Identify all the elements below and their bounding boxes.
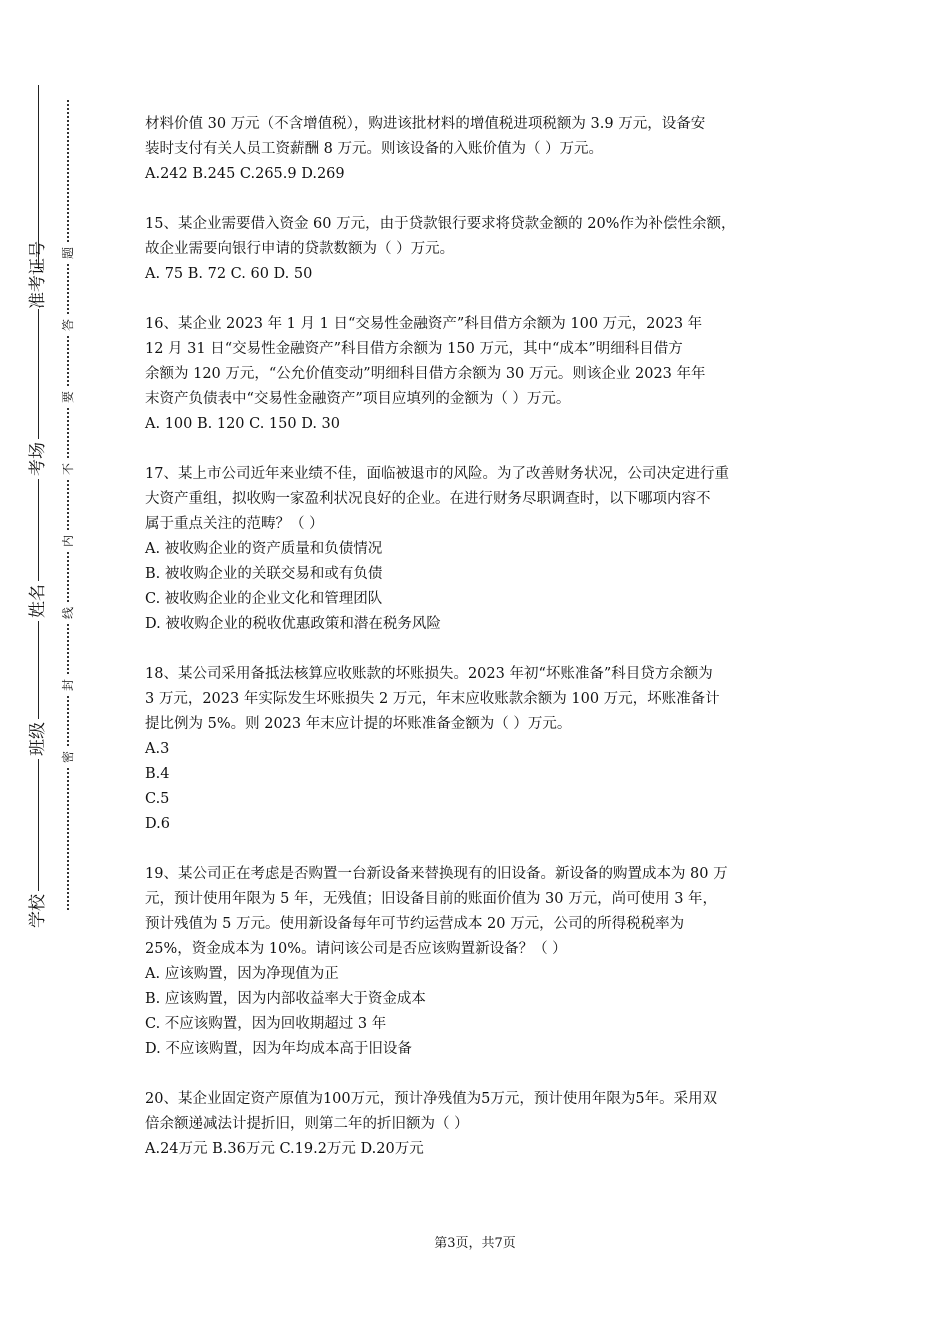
seal-char-da: 答 — [59, 315, 77, 335]
seal-char-ti: 题 — [59, 243, 77, 263]
seal-char-bu: 不 — [59, 459, 77, 479]
question-line: 预计残值为 5 万元。使用新设备每年可节约运营成本 20 万元，公司的所得税税率为 — [145, 916, 685, 932]
question-line: C. 不应该购置，因为回收期超过 3 年 — [145, 1016, 387, 1032]
question-line: A. 应该购置，因为净现值为正 — [145, 966, 339, 982]
question-line: 15、某企业需要借入资金 60 万元，由于贷款银行要求将贷款金额的 20%作为补偿性余额， — [145, 216, 736, 232]
exam-number-label: 准考证号 — [28, 241, 48, 309]
class-label: 班级 — [29, 719, 47, 759]
question-line: A. 100 B. 120 C. 150 D. 30 — [145, 416, 340, 432]
school-label: 学校 — [29, 891, 47, 931]
seal-char-nei: 内 — [59, 531, 77, 551]
question-line: 20、某企业固定资产原值为100万元，预计净残值为5万元，预计使用年限为5年。采用双 — [145, 1091, 718, 1107]
name-label: 姓名 — [29, 581, 47, 621]
question-line: C.5 — [145, 791, 170, 807]
question-block — [145, 462, 810, 637]
seal-char-xian: 线 — [59, 603, 77, 623]
question-line: B. 被收购企业的关联交易和或有负债 — [145, 566, 383, 582]
seal-char-mi: 密 — [59, 747, 77, 767]
question-line: A.24万元 B.36万元 C.19.2万元 D.20万元 — [145, 1141, 424, 1157]
question-line: D.6 — [145, 816, 170, 832]
question-line: 19、某公司正在考虑是否购置一台新设备来替换现有的旧设备。新设备的购置成本为 80 万 — [145, 866, 728, 882]
question-line: 元，预计使用年限为 5 年，无残值；旧设备目前的账面价值为 30 万元，尚可使用 3 年， — [145, 891, 718, 907]
question-line: 25%，资金成本为 10%。请问该公司是否应该购置新设备？（ ） — [145, 941, 567, 957]
binding-dotted-line — [67, 100, 69, 910]
page-number: 第3页，共7页 — [434, 1236, 516, 1251]
question-line: A.3 — [145, 741, 170, 757]
question-line: 16、某企业 2023 年 1 月 1 日“交易性金融资产”科目借方余额为 100 万元，2023 年 — [145, 316, 703, 332]
question-line: 装时支付有关人员工资薪酬 8 万元。则该设备的入账价值为（ ）万元。 — [145, 141, 604, 157]
question-line: A. 75 B. 72 C. 60 D. 50 — [145, 266, 313, 282]
question-line: 12 月 31 日“交易性金融资产”科目借方余额为 150 万元，其中“成本”明细科目借方 — [145, 341, 683, 357]
question-line: A.242 B.245 C.265.9 D.269 — [145, 166, 345, 182]
question-line: 17、某上市公司近年来业绩不佳，面临被退市的风险。为了改善财务状况，公司决定进行重 — [145, 466, 729, 482]
binding-margin — [0, 0, 110, 1344]
exam-room-label: 考场 — [29, 439, 47, 479]
question-block — [145, 662, 810, 837]
question-block — [145, 312, 810, 437]
question-block — [145, 862, 810, 1062]
question-line: 材料价值 30 万元（不含增值税），购进该批材料的增值税进项税额为 3.9 万元，设备安 — [145, 116, 706, 132]
question-line: C. 被收购企业的企业文化和管理团队 — [145, 591, 383, 607]
question-line: D. 被收购企业的税收优惠政策和潜在税务风险 — [145, 616, 441, 632]
question-line: B.4 — [145, 766, 170, 782]
question-line: D. 不应该购置，因为年均成本高于旧设备 — [145, 1041, 412, 1057]
question-line: B. 应该购置，因为内部收益率大于资金成本 — [145, 991, 426, 1007]
question-line: 3 万元，2023 年实际发生坏账损失 2 万元，年末应收账款余额为 100 万元，坏账准备计 — [145, 691, 720, 707]
question-block — [145, 212, 810, 287]
question-block — [145, 112, 810, 187]
question-line: 末资产负债表中“交易性金融资产”项目应填列的金额为（ ）万元。 — [145, 391, 571, 407]
question-line: 倍余额递减法计提折旧，则第二年的折旧额为（ ） — [145, 1116, 469, 1132]
question-line: 大资产重组，拟收购一家盈利状况良好的企业。在进行财务尽职调查时，以下哪项内容不 — [145, 491, 711, 507]
question-line: 提比例为 5%。则 2023 年末应计提的坏账准备金额为（ ）万元。 — [145, 716, 572, 732]
seal-char-feng: 封 — [59, 675, 77, 695]
exam-content — [145, 112, 810, 1187]
binding-solid-line — [38, 85, 39, 930]
question-line: 18、某公司采用备抵法核算应收账款的坏账损失。2023 年初“坏账准备”科目贷方余额为 — [145, 666, 713, 682]
question-block — [145, 1087, 810, 1162]
seal-char-yao: 要 — [59, 387, 77, 407]
question-line: 属于重点关注的范畴？（ ） — [145, 516, 324, 532]
question-line: A. 被收购企业的资产质量和负债情况 — [145, 541, 383, 557]
question-line: 余额为 120 万元，“公允价值变动”明细科目借方余额为 30 万元。则该企业 2023 年年 — [145, 366, 706, 382]
question-line: 故企业需要向银行申请的贷款数额为（ ）万元。 — [145, 241, 455, 257]
